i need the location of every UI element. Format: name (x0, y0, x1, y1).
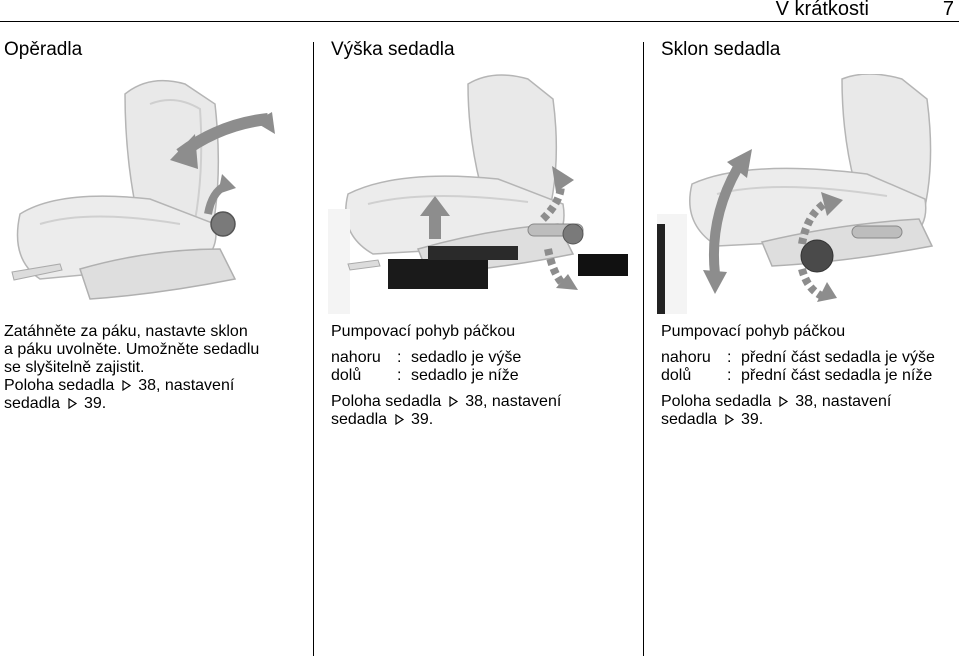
cross-reference: Poloha sedadla 38, nastavení (661, 393, 892, 410)
definition-row: dolů : přední část sedadla je níže (661, 367, 933, 384)
seat-backrest-figure (0, 74, 300, 314)
intro-text: Pumpovací pohyb páčkou (331, 323, 516, 340)
seat-height-text (331, 323, 631, 429)
column-divider (313, 42, 314, 656)
cross-reference: Poloha sedadla 38, nastavení (4, 377, 235, 394)
text-line: Zatáhněte za páku, nastavte sklon (4, 323, 248, 340)
column-heading: Opěradla (4, 39, 83, 60)
column-divider (643, 42, 644, 656)
page-reference-icon (448, 396, 459, 407)
page-reference-icon (724, 414, 735, 425)
seat-tilt-text (661, 323, 957, 429)
seat-tilt-figure (657, 74, 957, 314)
intro-text: Pumpovací pohyb páčkou (661, 323, 846, 340)
seat-height-figure (328, 74, 628, 314)
cross-reference: sedadla 39. (661, 411, 764, 428)
text-line: a páku uvolněte. Umožněte sedadlu (4, 341, 260, 358)
column-heading: Sklon sedadla (661, 39, 781, 60)
page-reference-icon (778, 396, 789, 407)
seat-height-lever-illustration (328, 74, 628, 314)
definition-row: nahoru : sedadlo je výše (331, 349, 522, 366)
definition-row: nahoru : přední část sedadla je výše (661, 349, 935, 366)
cross-reference: sedadla 39. (331, 411, 434, 428)
column-backrest (4, 38, 82, 62)
page-reference-icon (121, 380, 132, 391)
seat-backrest-recline-illustration (0, 74, 300, 314)
page-number: 7 (942, 0, 954, 20)
seat-tilt-lever-illustration (657, 74, 957, 314)
cross-reference: Poloha sedadla 38, nastavení (331, 393, 562, 410)
column-heading: Výška sedadla (331, 39, 455, 60)
backrest-text (4, 323, 304, 413)
definition-row: dolů : sedadlo je níže (331, 367, 519, 384)
column-seat-tilt (661, 38, 780, 62)
page-reference-icon (394, 414, 405, 425)
column-seat-height (331, 38, 455, 62)
header-rule (0, 21, 959, 22)
text-line: se slyšitelně zajistit. (4, 359, 145, 376)
page-reference-icon (67, 398, 78, 409)
section-title: V krátkosti (775, 0, 869, 20)
cross-reference: sedadla 39. (4, 395, 107, 412)
page-header (0, 0, 959, 21)
